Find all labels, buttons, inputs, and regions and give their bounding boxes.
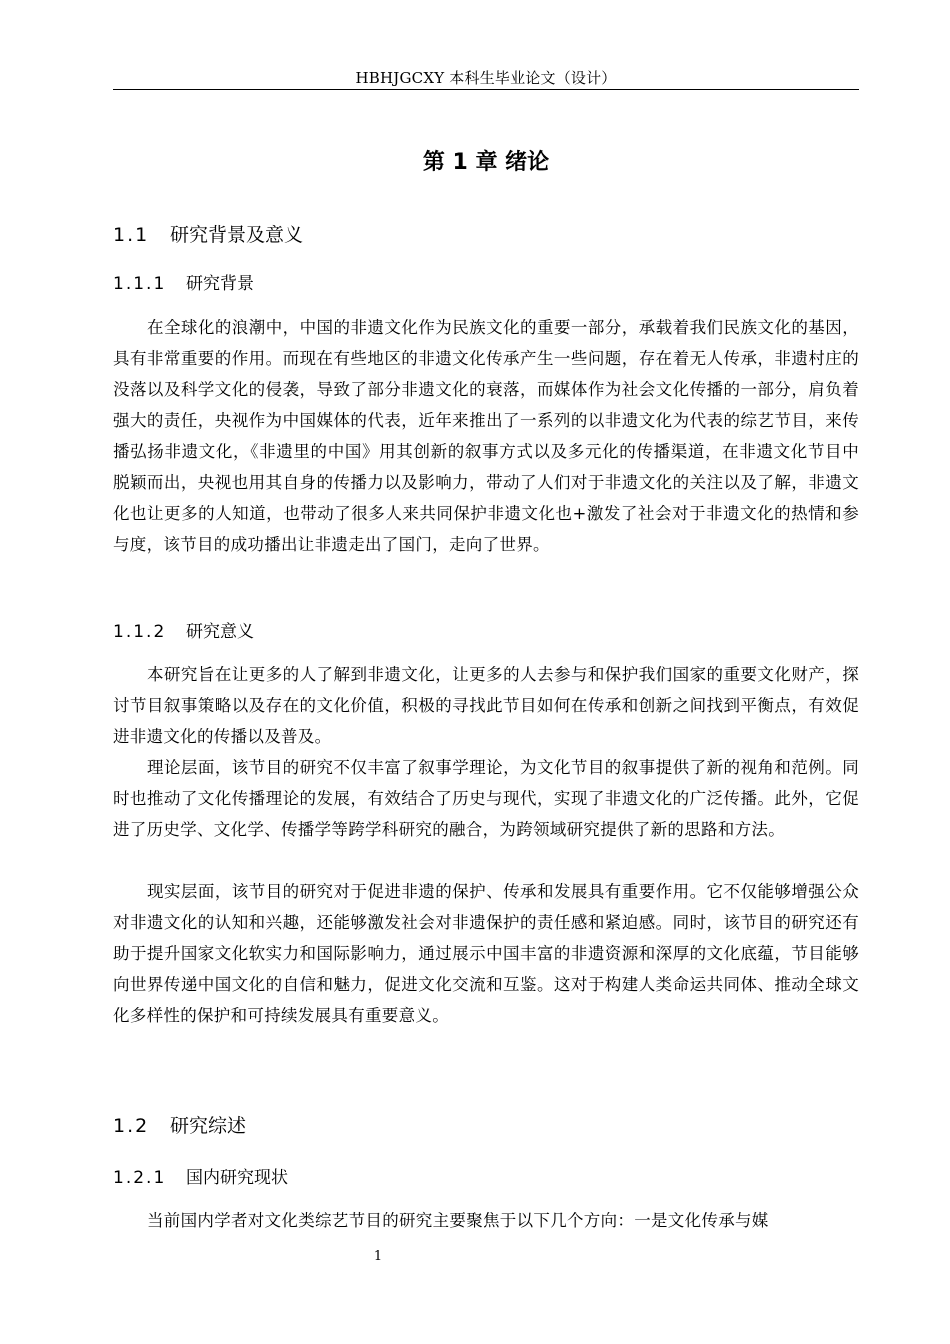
paragraph-domestic-research: 当前国内学者对文化类综艺节目的研究主要聚焦于以下几个方向：一是文化传承与媒: [147, 1211, 769, 1230]
section-title: 研究综述: [170, 1115, 247, 1137]
page-number: 1: [373, 1249, 383, 1264]
section-heading-1-1: [113, 222, 303, 248]
subsection-heading-1-1-1: [113, 272, 254, 296]
section-title: 研究背景及意义: [170, 224, 304, 246]
paragraph-significance-intro: 本研究旨在让更多的人了解到非遗文化，让更多的人去参与和保护我们国家的重要文化财产，探讨节目叙事策略以及存在的文化价值，积极的寻找此节目如何在传承和创新之间找到平衡点，有效促进非遗文化的传播以及普及。: [113, 665, 859, 746]
subsection-number: 1.1.2: [113, 622, 167, 642]
subsection-heading-1-1-2: [113, 620, 254, 644]
subsection-number: 1.2.1: [113, 1168, 167, 1188]
paragraph-significance-theory: 理论层面，该节目的研究不仅丰富了叙事学理论，为文化节目的叙事提供了新的视角和范例。同时也推动了文化传播理论的发展，有效结合了历史与现代，实现了非遗文化的广泛传播。此外，它促进了历史学、文化学、传播学等跨学科研究的融合，为跨领域研究提供了新的思路和方法。: [113, 758, 859, 839]
section-number: 1.2: [113, 1115, 150, 1137]
running-header: HBHJGCXY 本科生毕业论文（设计）: [355, 69, 617, 87]
subsection-number: 1.1.1: [113, 274, 167, 294]
header-divider: [113, 89, 859, 90]
subsection-title: 研究背景: [186, 274, 254, 294]
subsection-title: 研究意义: [186, 622, 254, 642]
paragraph-background: 在全球化的浪潮中，中国的非遗文化作为民族文化的重要一部分，承载着我们民族文化的基因，具有非常重要的作用。而现在有些地区的非遗文化传承产生一些问题，存在着无人传承，非遗村庄的没落以及科学文化的侵袭，导致了部分非遗文化的衰落，而媒体作为社会文化传播的一部分，肩负着强大的责任，央视作为中国媒体的代表，近年来推出了一系列的以非遗文化为代表的综艺节目，来传播弘扬非遗文化，《非遗里的中国》用其创新的叙事方式以及多元化的传播渠道，在非遗文化节目中脱颖而出，央视也用其自身的传播力以及影响力，带动了人们对于非遗文化的关注以及了解，非遗文化也让更多的人知道，也带动了很多人来共同保护非遗文化也+激发了社会对于非遗文化的热情和参与度，该节目的成功播出让非遗走出了国门，走向了世界。: [113, 318, 859, 554]
subsection-heading-1-2-1: [113, 1166, 288, 1190]
subsection-title: 国内研究现状: [186, 1168, 288, 1188]
section-heading-1-2: [113, 1113, 246, 1139]
paragraph-significance-practice: 现实层面，该节目的研究对于促进非遗的保护、传承和发展具有重要作用。它不仅能够增强公众对非遗文化的认知和兴趣，还能够激发社会对非遗保护的责任感和紧迫感。同时，该节目的研究还有助于提升国家文化软实力和国际影响力，通过展示中国丰富的非遗资源和深厚的文化底蕴，节目能够向世界传递中国文化的自信和魅力，促进文化交流和互鉴。这对于构建人类命运共同体、推动全球文化多样性的保护和可持续发展具有重要意义。: [113, 882, 859, 1025]
section-number: 1.1: [113, 224, 150, 246]
chapter-title: 第 1 章 绪论: [422, 150, 550, 175]
